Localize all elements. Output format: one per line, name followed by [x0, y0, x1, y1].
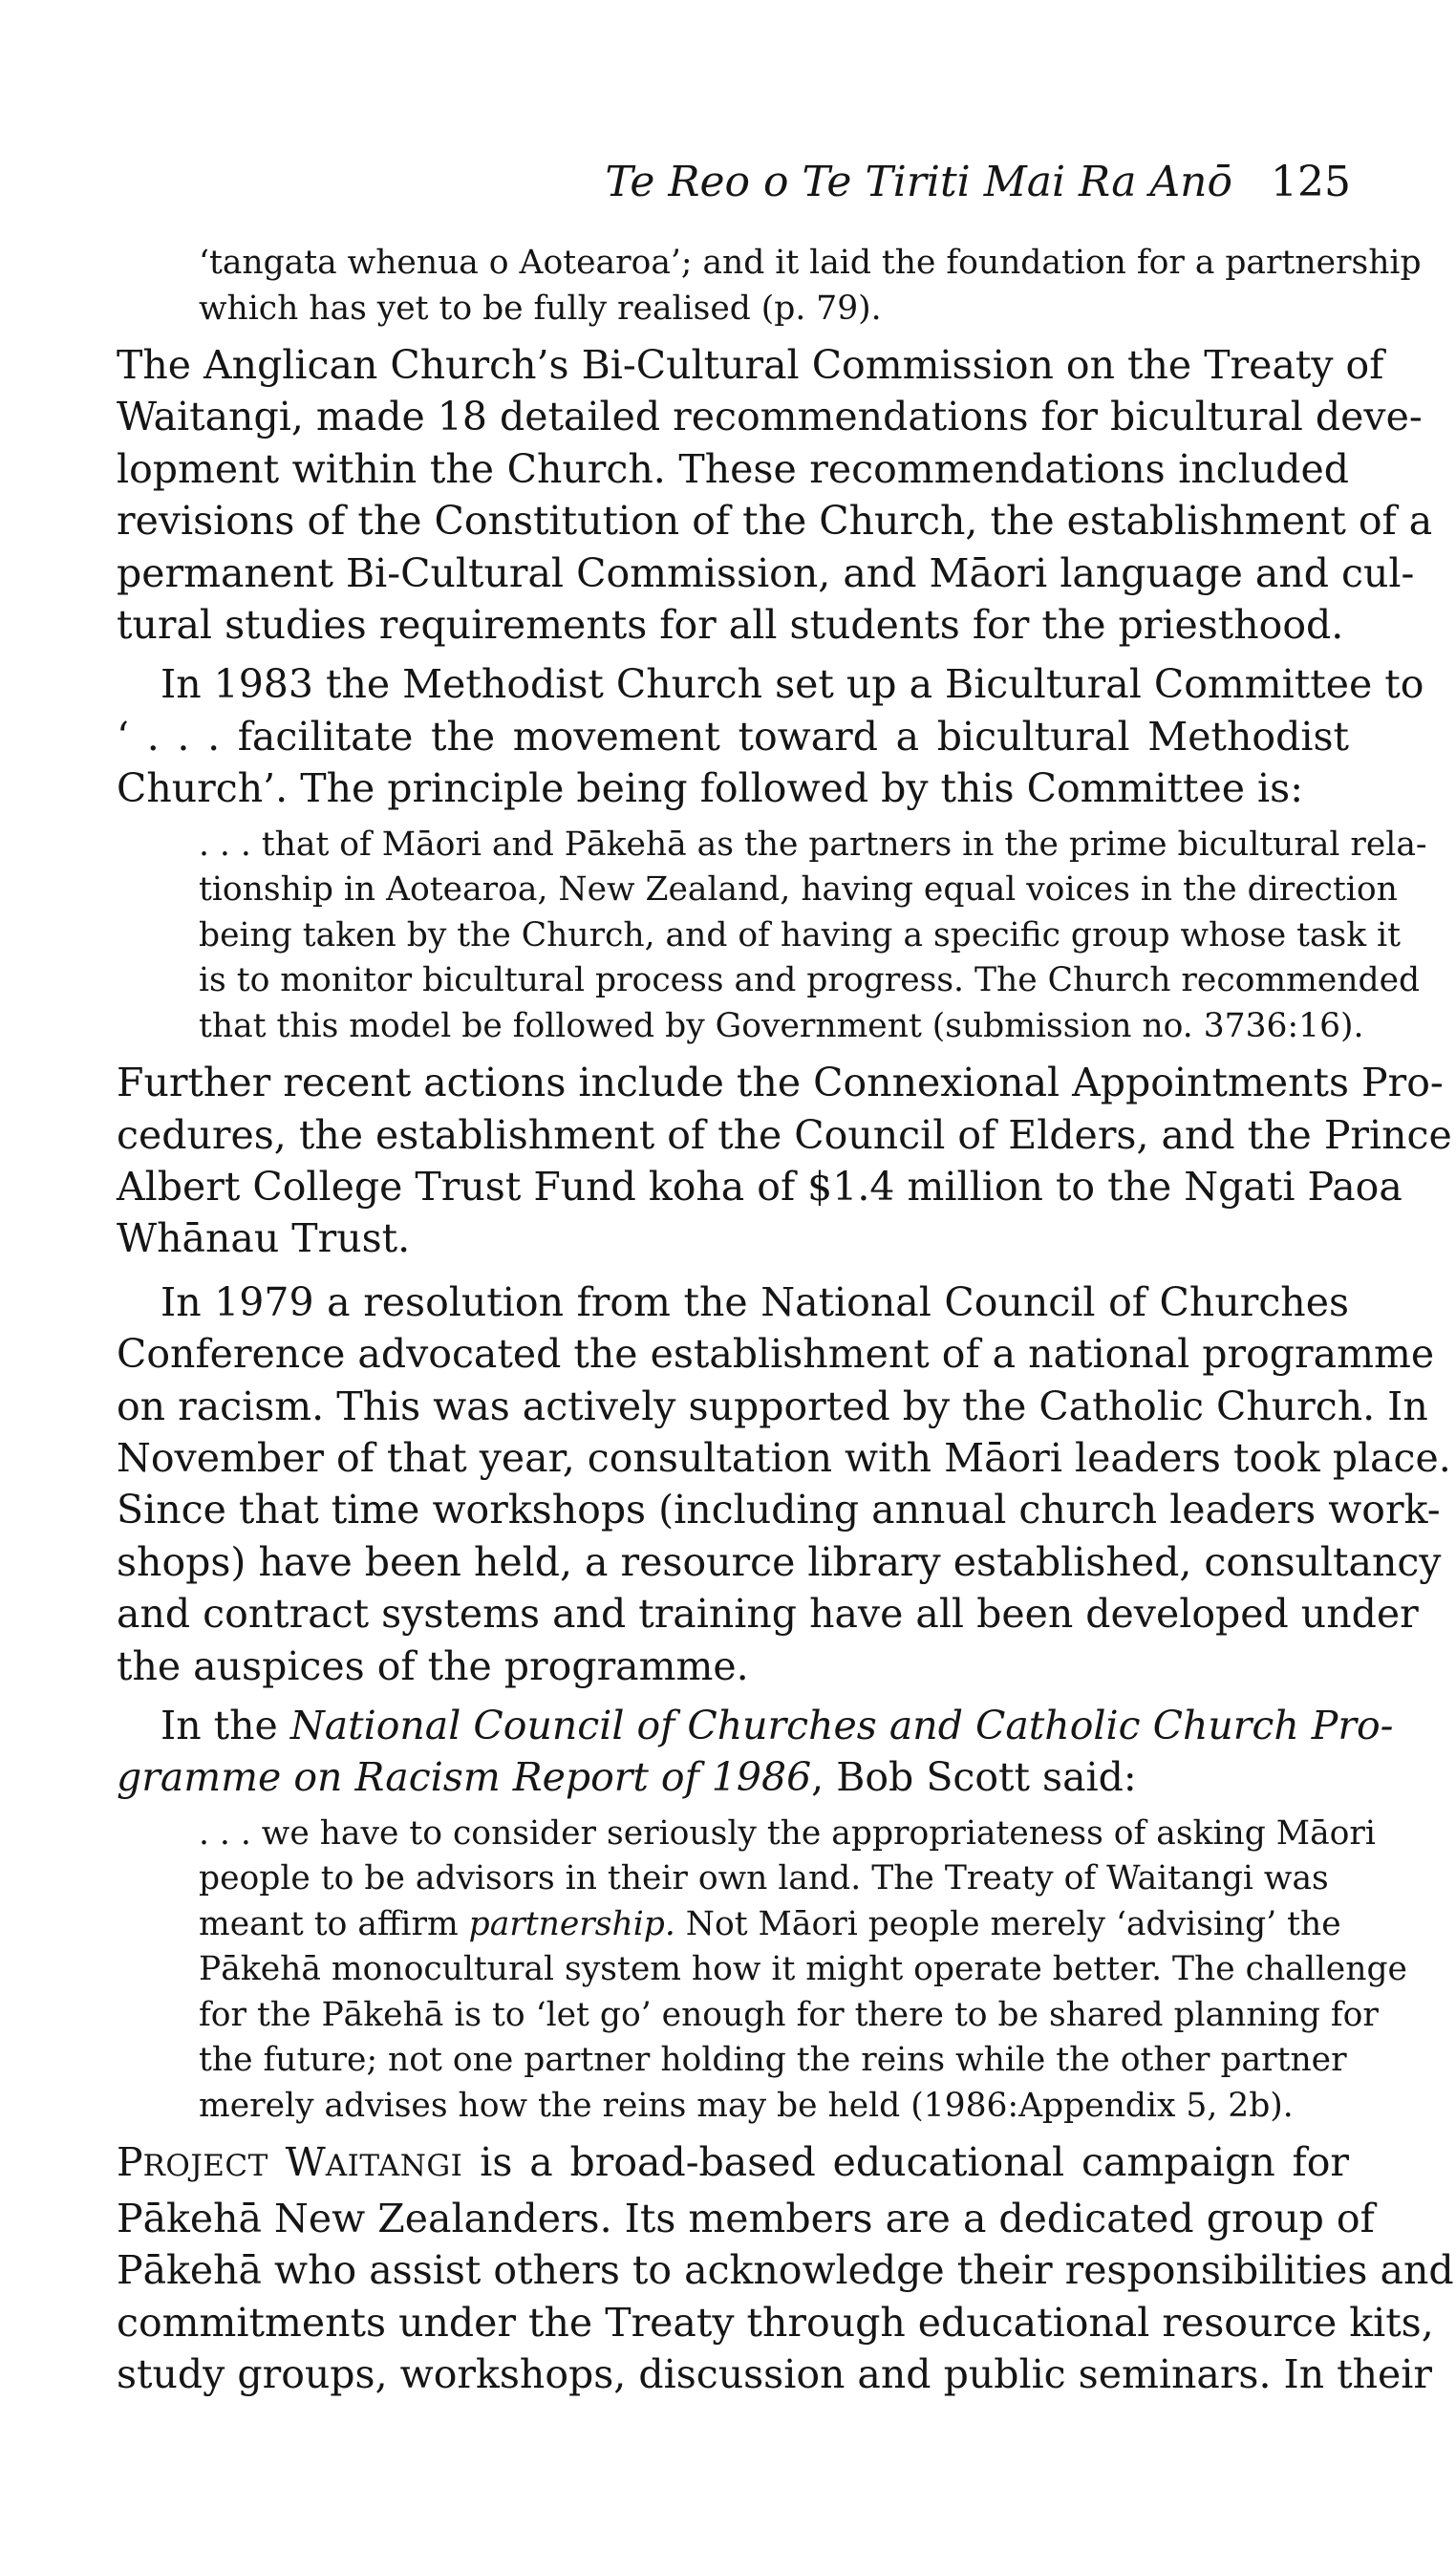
quote-line: tionship in Aotearoa, New Zealand, having equal voices in the direction: [199, 870, 1398, 910]
quote-line: that this model be followed by Government (submission no. 3736:16).: [199, 1006, 1364, 1045]
text-line: on racism. This was actively supported by the Catholic Church. In: [117, 1383, 1428, 1429]
text-line: lopment within the Church. These recommendations included: [117, 445, 1349, 492]
text-line: and contract systems and training have all been developed under: [117, 1591, 1419, 1638]
paragraph-methodist: [117, 658, 1424, 814]
page-number: 125: [1271, 158, 1351, 206]
paragraph-project-waitangi: [117, 2136, 1454, 2400]
text-line: Pākehā who assist others to acknowledge their responsibilities and: [117, 2247, 1454, 2294]
text-line: November of that year, consultation with Māori leaders took place.: [117, 1435, 1451, 1481]
quote-line: which has yet to be fully realised (p. 79).: [199, 289, 882, 328]
text-line: Church’. The principle being followed by this Committee is:: [117, 765, 1304, 812]
text-line: In 1979 a resolution from the National Council of Churches: [161, 1278, 1349, 1325]
small-caps-run: AITANGI: [325, 2149, 463, 2184]
text-line: Albert College Trust Fund koha of $1.4 million to the Ngati Paoa: [117, 1163, 1402, 1210]
quote-line: ‘tangata whenua o Aotearoa’; and it laid the foundation for a partnership: [199, 244, 1422, 282]
text-line: Further recent actions include the Connexional Appointments Pro-: [117, 1060, 1444, 1106]
text-line: Pākehā New Zealanders. Its members are a dedicated group of: [117, 2195, 1375, 2241]
paragraph-report-1986: [117, 1700, 1394, 1804]
quote-line: being taken by the Church, and of having a specific group whose task it: [199, 915, 1402, 954]
quote-line: [199, 1902, 1341, 1948]
quote-line: merely advises how the reins may be held (1986:Appendix 5, 2b).: [199, 2086, 1294, 2125]
text-line: [117, 1700, 1394, 1751]
text-line: cedures, the establishment of the Council of Elders, and the Prince: [117, 1111, 1452, 1158]
text-line: Conference advocated the establishment of a national programme: [117, 1331, 1435, 1378]
text-line: commitments under the Treaty through educational resource kits,: [117, 2299, 1434, 2346]
text-line: Waitangi, made 18 detailed recommendations for bicultural deve-: [117, 394, 1423, 440]
text-run: meant to affirm: [199, 1904, 469, 1943]
block-quote-3: [199, 1812, 1407, 2130]
text-line: tural studies requirements for all students for the priesthood.: [117, 602, 1344, 649]
paragraph-anglican: [117, 339, 1433, 651]
text-line: In 1983 the Methodist Church set up a Bicultural Committee to: [161, 661, 1424, 708]
text-line: permanent Bi-Cultural Commission, and Māori language and cul-: [117, 549, 1415, 596]
emphasis-partnership: partnership.: [468, 1904, 675, 1943]
text-line: revisions of the Constitution of the Church, the establishment of a: [117, 498, 1433, 545]
paragraph-further-actions: [117, 1057, 1452, 1265]
small-caps-initial: P: [117, 2139, 143, 2186]
running-title: Te Reo o Te Tiriti Mai Ra Anō: [605, 158, 1233, 206]
quote-line: people to be advisors in their own land. The Treaty of Waitangi was: [199, 1859, 1329, 1898]
quote-line: Pākehā monocultural system how it might operate better. The challenge: [199, 1950, 1407, 1989]
text-line: the auspices of the programme.: [117, 1642, 749, 1689]
page-body: [117, 241, 1454, 2400]
small-caps-initial: W: [285, 2139, 326, 2186]
report-title: gramme on Racism Report of 1986: [117, 1754, 812, 1801]
text-run: is a broad-based educational campaign for: [462, 2139, 1349, 2186]
text-run: In the: [161, 1703, 290, 1749]
text-line: study groups, workshops, discussion and public seminars. In their: [117, 2350, 1433, 2397]
block-quote-2: [199, 823, 1427, 1050]
quote-line: is to monitor bicultural process and progress. The Church recommended: [199, 961, 1421, 1000]
text-line: The Anglican Church’s Bi-Cultural Commission on the Treaty of: [117, 342, 1384, 388]
quote-line: the future; not one partner holding the reins while the other partner: [199, 2041, 1347, 2080]
text-line: ‘ . . . facilitate the movement toward a bicultural Methodist: [117, 713, 1349, 760]
running-header: [605, 158, 1351, 207]
report-title: National Council of Churches and Catholic Church Pro-: [289, 1703, 1394, 1749]
block-quote-1: [199, 241, 1422, 332]
quote-line: for the Pākehā is to ‘let go’ enough for there to be shared planning for: [199, 1995, 1379, 2034]
text-line: [117, 1751, 1349, 1803]
text-line: [117, 2136, 1349, 2192]
text-run: Not Māori people merely ‘advising’ the: [674, 1904, 1341, 1943]
text-line: Since that time workshops (including annual church leaders work-: [117, 1487, 1441, 1533]
quote-line: . . . we have to consider seriously the appropriateness of asking Māori: [199, 1813, 1376, 1853]
text-run: , Bob Scott said:: [811, 1754, 1137, 1801]
text-line: Whānau Trust.: [117, 1215, 411, 1262]
paragraph-racism-programme: [117, 1276, 1451, 1692]
text-line: shops) have been held, a resource library established, consultancy: [117, 1538, 1442, 1585]
quote-line: . . . that of Māori and Pākehā as the partners in the prime bicultural rela-: [199, 825, 1427, 864]
small-caps-run: ROJECT: [142, 2149, 268, 2184]
